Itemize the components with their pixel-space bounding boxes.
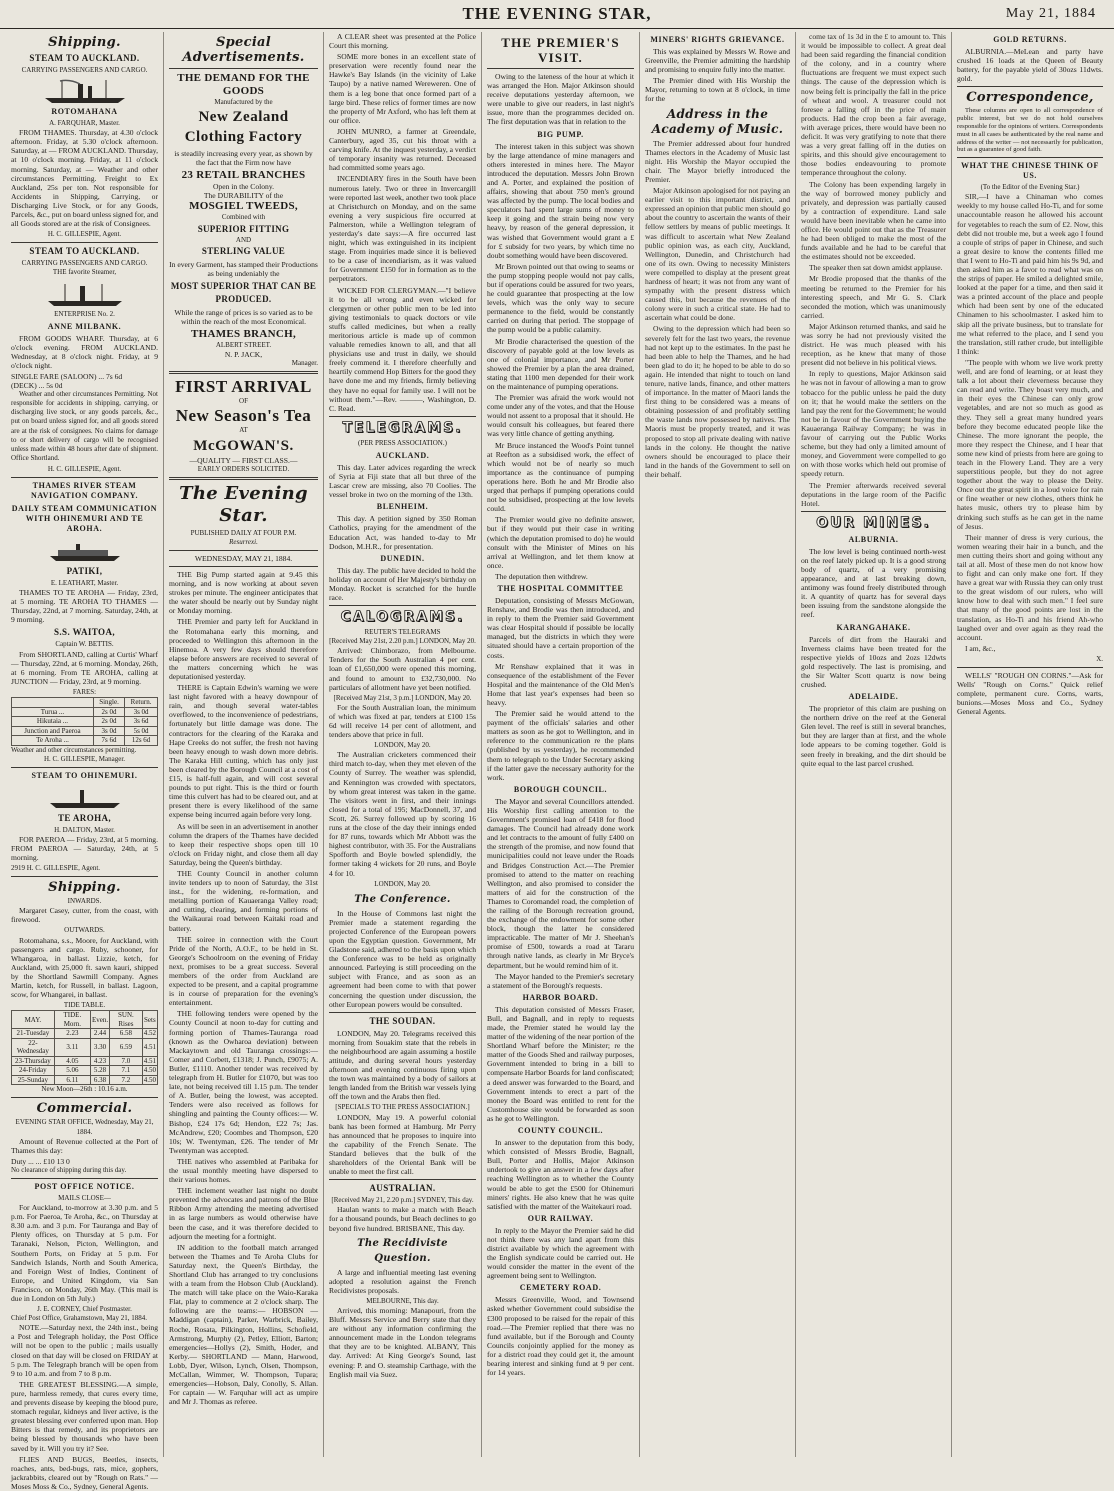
orders-line: EARLY ORDERS SOLICITED. [197, 464, 290, 473]
gold-returns-text: ALBURNIA.—MeLean and party have crushed 16 loads at the Queen of Beauty battery, for the payable yield of 30ozs 11dwts. gold. [957, 47, 1103, 84]
fares-agent: H. C. GILLESPIE, Manager. [43, 754, 126, 763]
manager-label: Manager. [291, 359, 318, 368]
col3-paragraphs [329, 32, 476, 413]
fare-row [12, 726, 158, 736]
column-6 [796, 32, 952, 1457]
letter-paragraph: SIR,—I have a Chinaman who comes weekly to my house called Ho-Ti, and for some unaccountable reason he allowed his account for vegetables to reach the sum of £2. Now, this debt did not trouble me, but a week ago I found a couple of strips of paper in Chinese, and such a great desire to know the contents filled me that I went to Ho-Ti and paid him his 9s 9d, and then asked him as a favor to read what was on the strips of paper. He smiled a delighted smile, looked at the paper for a time, and then said it was a printed account of the place and people which had been sent by one of the educated Chinamen to his schoolmaster. I asked him to skip all the private business, but to translate for me what referred to the place, and I send you the translation, still rather crude, but intelligible I think: [957, 192, 1103, 356]
letter-signature: X. [1096, 654, 1103, 663]
tide-row [12, 1066, 158, 1076]
auckland-dateline: AUCKLAND. [375, 450, 430, 460]
table-cell: 3s 0d [93, 726, 124, 736]
columns [6, 32, 1108, 1491]
conference-header: The Conference. [354, 893, 451, 905]
article-paragraph: Deputation, consisting of Messrs McGowan, Renshaw, and Brodie was then introduced, and in reply to them the Premier said Government was clear Hospital should if possible be locally managed, but the districts in which they were situated should have a certain proportion of the costs. [487, 595, 634, 660]
aroha-master: H. DALTON, Master. [54, 825, 115, 834]
article-paragraph: The Mayor handed to the Premier's secretary a statement of the Borough's requests. [487, 971, 634, 990]
auckland-line: STEAM TO AUCKLAND. [29, 53, 140, 63]
table-cell: Return. [125, 698, 158, 708]
inwards-text: Margaret Casey, cutter, from the coast, with firewood. [11, 906, 158, 925]
fare-row [12, 717, 158, 727]
manager-name: N. P. JACK, [224, 350, 263, 360]
local-news-paragraph: THE soiree in connection with the Court Pride of the North, A.O.F., to be held in St. George's Schoolroom on the evening of Friday next, promises to be a great success. Several members of the order from Auckland are expected to be present, and a capital programme is in course of preparation for the evening's entertainment. [169, 934, 318, 1008]
auckland-sub: CARRYING PASSENGERS AND CARGO. [21, 66, 148, 74]
table-cell: Single. [93, 698, 124, 708]
article-paragraph: The interest taken in this subject was shown by the large attendance of mine managers and others interested in mines here. The Mayor introduced the deputation. Messrs John Brown and A. Porter, and explained the position of affairs, showing that about 750 men's ground was affected by the pump. The local bodies and speculators had spent large sums of money to keep it going and the strain being now very heavy, by reason of the general depression, it was wished that Government would grant a £ for £ subsidy for two years, by which time no doubt something would have been discovered. [487, 141, 634, 260]
premiers-visit-header: THE PREMIER'S VISIT. [501, 35, 620, 65]
milbank-text: FROM GOODS WHARF. Thursday, at 6 o'clock evening. FROM AUCKLAND. Wednesday, at 8 o'clock night. Friday, at 9 o'clock night. [11, 333, 158, 370]
correspondence-header: Correspondence, [966, 90, 1094, 106]
railway-header: OUR RAILWAY. [527, 1213, 594, 1223]
received-4: LONDON, May 20. [374, 879, 431, 888]
daily-steam-header: DAILY STEAM COMMUNICATION WITH OHINEMURI AND TE AROHA. [11, 504, 158, 533]
table-cell: 6.58 [110, 1029, 143, 1039]
australian-received: [Received May 21, 2.20 p.m.] SYDNEY, This day. [331, 1196, 474, 1205]
table-cell: 4.52 [143, 1029, 156, 1038]
soudan-header: THE SOUDAN. [369, 1015, 436, 1026]
article-paragraph: Mr Bruce instanced the Wood's Point tunnel at Reefton as a subsidised work, the effect of which would not be of nearly so much importance as the continuance of pumping operations here. Both he and Mr Brodie also urged that perhaps if pumping operations could not be subsidised, prospecting at the low levels could. [487, 440, 634, 514]
australian-header: AUSTRALIAN. [369, 1183, 436, 1194]
auckland-text: This day. Later advices regarding the wreck of Syria at Fiji state that all but three of the Lascar crew are missing, also 70 Coolies. The vessel broke in two on the morning of the 13th. [329, 462, 476, 500]
table-cell [12, 698, 94, 708]
issue-date: May 21, 1884 [1005, 6, 1096, 21]
local-news-paragraph: THE Premier and party left for Auckland in the Rotomahana early this morning, and proceeded to Wellington this afternoon in the Hinemoa. A very few days should therefore elapse before answers are received to several of the matters concerning which he was deputationised yesterday. [169, 617, 318, 681]
column-4 [482, 32, 640, 1457]
rough-on-corns-ad: WELLS' "ROUGH ON CORNS."—Ask for Wells' "Rough on Corns." Quick relief complete, permanent cure. Corns, warts, bunions.—Moses Moss and Co., Sydney General Agents. [957, 671, 1103, 717]
table-cell: Turua ... [12, 707, 94, 717]
article-paragraph: In answer to the deputation from this body, which consisted of Messrs Brodie, Bagnall, Bull, Porter and Hollis, Major Atkinson undertook to give an answer in a few days after reaching Wellington as to whether the County would be able to get the £500 for Ohinemuri miners' rights. He also knew that he was quite satisfied with the matter of the Waitekauri road. [487, 1138, 634, 1211]
patiki-name: PATIKI, [66, 566, 103, 576]
deck-fare: (DECK) ... 5s 0d [11, 381, 63, 391]
patiki-text: THAMES TO TE AROHA — Friday, 23rd, at 5 morning. TE AROHA TO THAMES — Thursday, 22nd, at 7 morning. Saturday, 24th, at 9 morning. [11, 588, 158, 625]
aroha-text: FOR PAEROA — Friday, 23rd, at 5 morning. FROM PAEROA — Saturday, 24th, at 5 morning. [11, 834, 158, 862]
steamship-icon [40, 78, 130, 104]
fares-table [11, 697, 158, 746]
article-paragraph: The deputation then withdrew. [495, 571, 588, 581]
blenheim-dateline: BLENHEIM. [376, 502, 429, 512]
moon-phase: New Moon—26th : 10.16 a.m. [41, 1085, 128, 1094]
received-3-text: The Australian cricketers commenced their third match to-day, when they met eleven of the County of Surrey. The weather was splendid, and Kennington was crowded with spectators, by whom great interest was taken in the game. The visitors went in first, and their innings closed for a total of 195; MacDonnell, 37, and Scott, 26. Surrey followed up by scoring 16 runs at the close of the day their innings ended for 87 runs, towards which Mr Abbott was the highest contributor, with 35. For the Australians Spofforth and Boyle bowled splendidly, the former taking 4 wickets for 20 runs, and Boyle 4 for 10. [329, 750, 476, 878]
post-office-header: POST OFFICE NOTICE. [34, 1181, 135, 1191]
table-cell: 3s 6d [125, 717, 158, 727]
post-office-line: Chief Post Office, Grahamstown, May 21, 1884. [11, 1314, 147, 1323]
adelaide-header: ADELAIDE. [848, 692, 899, 702]
news-paragraph: WICKED FOR CLERGYMAN.—"I believe it to be all wrong and even wicked for clergymen or other public men to be led into giving testimonials to quack doctors or vile stuffs called medicines, but when a really meritorious article is made up of common valuable remedies known to all, and that all physicians use and trust in daily, we should freely commend it. I therefore cheerfully and heartily commend Hop Bitters for the good they have done me and my friends, firmly believing they have no equal for family use. I will not be without them."—Rev. ———, Washington, D. C. Read. [329, 285, 476, 413]
shipping-header: Shipping. [48, 35, 121, 50]
news-paragraph: SOME more bones in an excellent state of preservation were recently found near the Hawke's Bay Islands (in the vicinity of Lake Taupo) by a native named Wereweren. One of them is a leg bone that once formed part of a large bird. These relics of former times are now the property of Mr Axford, who has left them at our office. [329, 52, 476, 125]
miners-paragraphs [645, 47, 790, 104]
outwards-label: OUTWARDS. [64, 926, 105, 935]
outwards-text: Rotomahana, s.s., Moore, for Auckland, with passengers and cargo. Ruby, schooner, for Whangaroa, in ballast. Lizzie, ketch, for Auckland, with 25,000 ft. sawn kauri, shipped by the Shortland Sawmill Company. Agnes Martin, ketch, for Russell, in ballast. Lagoon, scow, for Whangarei, in ballast. [11, 935, 158, 1000]
speech-paragraph: Major Atkinson returned thanks, and said he was sorry he had not previously visited the district. He was much pleased with his reception, as he knew that many of those present did not believe in his political views. [801, 321, 946, 368]
melbourne-text: Arrived, this morning: Manapouri, from the Bluff. Messrs Service and Berry state that they are without any information confirming the announcement made in the London telegrams that they are to be knighted. ALBANY, This day. Arrived: At King George's Sound, last evening: P. and O. steamship Carthage, with the English mail via Suez. [329, 1305, 476, 1379]
letter-paragraph: I am, &c., [965, 643, 996, 653]
new-seasons-tea: New Season's Tea [175, 406, 312, 426]
received-3: LONDON, May 20. [374, 741, 431, 750]
inwards-label: INWARDS. [67, 897, 102, 906]
county-paragraphs [487, 1138, 634, 1211]
milbank-notes: Weather and other circumstances Permitting. Not responsible for accidents in shipping, carrying, or discharging live stock, or any goods parcels, &c., put on board unless signed for, and all goods stored are at the risk of consignees. No claims for damage to or short delivery of cargo will be recognised unless made within 48 hours after date of shipment. Office Shortland. [11, 390, 158, 462]
harbour-paragraphs [487, 1005, 634, 1123]
telegrams-header: TELEGRAMS. [342, 419, 463, 436]
table-header-cell: Even. [90, 1011, 109, 1029]
patiki-master: E. LEATHART, Master. [50, 579, 119, 587]
riverboat-icon [40, 537, 130, 563]
specials-text: LONDON, May 19. A powerful colonial bank has been formed at Hamburg. Mr Perry has announced that he proposes to inquire into the capability of the French Senate. The Standard believes that the bulk of the shareholders of the Oriental Bank will be unable to meet the first call. [329, 1112, 476, 1177]
table-cell: Hikutaia ... [12, 717, 94, 727]
favourite-steamer: THE favorite Steamer, [52, 268, 117, 277]
hospital-header: THE HOSPITAL COMMITTEE [497, 583, 624, 593]
table-cell: 6.11 [54, 1075, 90, 1085]
hop-bitters-ad: THE GREATEST BLESSING.—A simple, pure, harmless remedy, that cures every time, and prevents disease by keeping the blood pure, stomach regular, kidneys and liver active, is the greatest blessing ever conferred upon man. Hop Bitters is that remedy, and its proprietors are being blessed by thousands who have been saved by it. Will you try it? See. [11, 1379, 158, 1453]
first-arrival: FIRST ARRIVAL [175, 377, 312, 397]
milbank-agent: H. C. GILLESPIE, Agent. [47, 464, 122, 473]
local-news-paragraph: IN addition to the football match arranged between the Thames and Te Aroha Clubs for Saturday next, the Queen's Birthday, the Shortland Club has arranged to try conclusions with a team from the Hobson Club (Auckland). The match will take place on the Waio-Karaka Flat, play to commence at 2 o'clock sharp. The following are the teams:— HOBSON — Maddigan (captain), Parker, Warbrick, Bailey, Roche, Rosata, Pilkington, Hollins, Schofield, Armstrong, Murphy (2), Petley, Elliott, Barton; emergencies—Hollys (2), Smith, Hoder, and Kerby.— SHORTLAND — Mann, Harwood, Lobb, Dyer, Wilson, Lynch, Olsen, Thompson, McCallan, Wimmer, W. Thompson, Tupara; emergencies—Hobson, Daly, Conolly, S. Allan. For captain — W. Farquhar will act as umpire and Mr J. Thomas as referee. [169, 1242, 318, 1407]
fare-row [12, 736, 158, 746]
waitoa-text: From SHORTLAND, calling at Curtis' Wharf — Thursday, 22nd, at 6 morning. Monday, 26th, at 6 morning. From TE AROHA, calling at JUNCTION — Friday, 23rd, at 9 morning. [11, 649, 158, 686]
hospital-paragraphs [487, 596, 634, 782]
big-pump-header: BIG PUMP. [537, 129, 584, 139]
mcgowans: McGOWAN'S. [193, 437, 294, 454]
column-5 [640, 32, 796, 1457]
cemetery-header: CEMETERY ROAD. [519, 1283, 602, 1293]
table-header-cell: MAY. [12, 1011, 55, 1029]
duty-line: Duty ... ... £10 13 0 [11, 1156, 70, 1166]
commercial-header: Commercial. [36, 1101, 133, 1117]
demand-heading: THE DEMAND FOR THE GOODS [177, 72, 310, 97]
news-paragraph: INCENDIARY fires in the South have been numerous lately. Two or three in Invercargill were reported last week, another two took place at Christchurch on Monday, and on the same evening a very suspicious fire occurred at Palmerston, while a Wellington telegram of yesterday's date says:—A fire occurred last night, which was extinguished in its incipient stage. From inquiries made since it is believed to be a case of incendiarism, as it was valued for Government £150 for in formation as to the perpetrators. [329, 174, 476, 284]
table-cell: 5s 0d [125, 726, 158, 736]
recidiviste-header: The Recidiviste Question. [357, 1237, 448, 1264]
table-cell: 12s 6d [125, 736, 158, 746]
table-header-cell: Sets [142, 1011, 157, 1029]
table-cell: 2s 0d [93, 717, 124, 727]
speech-paragraph: Major Atkinson apologised for not paying an earlier visit to this important district, and expressed an opinion that public men should go about the country to ascertain the wants of their fellow settlers by means of public meetings. It was difficult to ascertain what New Zealand public opinion was, as each city, Auckland, Wellington, Dunedin, and Christchurch had one of its own. Owing to necessity Ministers were compelled to display at the present great hardness of heart; it was not from any want of sympathy with the present distress which caused this, but because the revenues of the colony were in such a critical state. He had to ascertain what could be done. [645, 186, 790, 323]
combined-line: Combined with [221, 213, 266, 222]
ohinemuri-header: STEAM TO OHINEMURI. [31, 770, 138, 780]
speech-paragraph: The speaker then sat down amidst applause. [809, 263, 943, 273]
table-cell: 7.0 [110, 1056, 143, 1066]
special-ads-header: Special Advertisements. [182, 35, 305, 65]
karangahake-text: Parcels of dirt from the Hauraki and Inverness claims have been treated for the respective yields of 10ozs and 2ozs 12dwts gold respectively. The last is promising, and the Sir Walter Scott quartz is now being crushed. [801, 634, 946, 689]
australian-text: Haulan wants to make a match with Beach for a thousand pounds, but Beach declines to go beyond five hundred. BRISBANE, This day. [329, 1205, 476, 1233]
received-2: [Received May 21st, 3 p.m.] LONDON, May 20. [333, 693, 472, 702]
harbour-header: HARBOR BOARD. [522, 992, 599, 1002]
speech-paragraph: In reply to questions, Major Atkinson said he was not in favour of allowing a man to grow tobacco for the public unless he paid the duty on it; that he would make the settlers on the land pay the rent for the Government; he would not be in favour of the Government buying the Kauaeranga Railway Company; he was in favour of carrying out the Public Works scheme, but they had only a limited amount of money, and Government were compelled to go on with those works which held out promise of speedy return. [801, 369, 946, 479]
open-colony: Open in the Colony. [212, 182, 275, 192]
most-superior: MOST SUPERIOR THAT CAN BE PRODUCED. [170, 280, 317, 304]
speech-paragraph: The Premier afterwards received several deputations in the large room of the Pacific Hotel. [801, 480, 946, 508]
durability-line: The DURABILITY of the [203, 191, 284, 201]
local-news-paragraph: THE Big Pump started again at 9.45 this morning, and is now working at about seven strokes per minute. The engineer anticipates that the water should be nearly out by Sunday night or Monday morning. [169, 569, 318, 616]
single-fare: SINGLE FARE (SALOON) ... 7s 6d [11, 371, 123, 381]
table-cell: 4.23 [90, 1056, 109, 1066]
table-cell: 5.06 [54, 1066, 90, 1076]
river-company-header: THAMES RIVER STEAM NAVIGATION COMPANY. [30, 481, 139, 500]
retail-branches: 23 RETAIL BRANCHES [181, 169, 306, 182]
table-cell: 4.05 [54, 1056, 90, 1066]
speech-paragraph: Owing to the depression which had been so severely felt for the last two years, the revenue had not kept up to the estimates. In the past he had been able to help the Thames, and he had been glad to do it; he hoped to be able to do so again. He intended that night to touch on land tenure, native lands, finance, and other matters of importance. In the matter of Maori lands the first thing to be considered was a means of obtaining possession of and profitably settling the waste lands now possessed by natives. The Maoris must be properly treated, and it was proposed to stop all private dealing with native lands in the colony. He thought the native owners should be encouraged to place their land in the hands of the Government to sell on their behalf. [645, 324, 790, 479]
borough-header: BOROUGH COUNCIL. [513, 784, 608, 794]
table-cell: 23-Thursday [12, 1056, 55, 1066]
table-cell: 4.51 [143, 1056, 156, 1065]
masthead [0, 0, 1114, 29]
borough-paragraphs [487, 797, 634, 990]
news-paragraph: A CLEAR sheet was presented at the Police Court this morning. [329, 32, 476, 51]
article-paragraph: Mr Brown pointed out that owing to seams or the pump stopping people would not pay calls, but if operations could be assured for two years, he could guarantee that prospecting at the low levels, which was the only way to secure permanence to the field, would be constantly carried on during that period. The stoppage of the pump would be a public calamity. [487, 261, 634, 335]
col2-paragraphs [169, 570, 318, 1406]
table-cell: 3.30 [90, 1038, 109, 1056]
table-cell: 7.1 [110, 1066, 143, 1076]
motto: Resurrexi. [229, 537, 258, 546]
steam-heading-2: STEAM TO AUCKLAND. [29, 246, 140, 257]
speech-paragraph: come tax of 1s 3d in the £ to amount to. This it would be impossible to collect. A great deal had been said regarding the financial condition of the colony, and in a country where fluctuations are frequent we must expect such things. The cause of the depression which is now being felt is principally the fall in the price of wheat and wool. A treasurer could not foresee a falling off in the price of main products. Had the crop been a fair average, with average prices, there would have been no deficit. It was very gratifying to note that there was a very great falling off in the duties on spirits, and this should give encouragement to those bodies endeavouring to promote temperance throughout the colony. [801, 32, 946, 178]
miners-header: MINERS' RIGHTS GRIEVANCE. [650, 35, 785, 44]
prices-line: While the range of prices is so varied as to be within the reach of the most Economical. [174, 307, 313, 326]
letter-paragraphs [957, 192, 1103, 653]
waitoa-master: Captain W. BETTIS. [55, 640, 114, 649]
tide-header: TIDE TABLE. [63, 1001, 106, 1010]
steam2-sub: CARRYING PASSENGERS AND CARGO. [21, 259, 148, 268]
local-news-paragraph: THE County Council in another column invite tenders up to noon of Saturday, the 31st inst., for the widening, re-formation, and metalling portion of Kauaeranga Valley road; and cutting, clearing, and forming portions of the Waikaurai road between Kaitaki road and battery. [169, 868, 318, 933]
adelaide-text: The proprietor of this claim are pushing on the northern drive on the reef at the General Glen level. The reef is still in several branches, but they are larger than at first, and the whole lode appears to be coming together. Gold is seen freely in breaking, and the dirt should be quite equal to the last parcel crushed. [801, 704, 946, 768]
rotomahana-name: ROTOMAHANA [51, 107, 118, 117]
news-paragraph: JOHN MUNRO, a farmer at Greendale, Canterbury, aged 35, cut his throat with a carving knife. At the inquest yesterday, a verdict of temporary insanity was returned. Deceased had committed some years ago. [329, 126, 476, 173]
article-paragraph: The Premier was afraid the work would not come under any of the votes, and that the House would not assent to a proposal that it should. He would consult his colleagues, but feared there was very little chance of getting anything. [487, 393, 634, 439]
table-cell: 21-Tuesday [12, 1029, 55, 1039]
local-news-paragraph: THE inclement weather last night no doubt prevented the advocates and patrons of the Blue Ribbon Army attending the meeting advertised in as large numbers as would otherwise have been the case, and it was therefore decided to adjourn the meeting for a fortnight. [169, 1186, 318, 1241]
conference-text: In the House of Commons last night the Premier made a statement regarding the projected Conference of the European powers upon the Egyptian question. Government, Mr Gladstone said, adhered to the basis upon which the Conference was to be held as originally announced. Parleying is still proceeding on the subject with France, and as soon as an agreement had been come to with that power concerning the question under discussion, the other European powers would be consulted. [329, 908, 476, 1009]
post-signature: J. E. CORNEY, Chief Postmaster. [37, 1305, 132, 1314]
column-3 [324, 32, 482, 1457]
sterling-value: STERLING VALUE [201, 245, 286, 256]
clearance-note: No clearance of shipping during this day. [11, 1165, 127, 1174]
table-cell: 6.38 [90, 1075, 109, 1085]
newspaper-title: THE EVENING STAR, [462, 4, 652, 23]
letter-paragraph: "The people with whom we live work pretty well, and are fond of learning, or at least they talk a lot about their cleverness because they can read and write. They boast very much, and in their eyes the Chinese can only grow vegetables, and are not so much as good as they. They sell a great many hundred years before they become educated people like the Chinese. The more ignorant the people, the more they respect the Chinese, and I hear that some new kind of priests from here are going to teach in the Flowery Land. They are a very superstitious people, but they do not agree together about the way to please the Deity. Once out the great spirit in a loud voice for rain or fine weather or new clothes, others think he hates music, others try to please him by drinking such stuffs as he can get in the name of Jesus. [957, 357, 1103, 531]
dunedin-text: This day. The public have decided to hold the holiday on account of Her Majesty's birthday on Monday. Rocket is scratched for the hurdle race. [329, 565, 476, 602]
article-paragraph: This was explained by Messrs W. Rowe and Greenville, the Premier admitting the hardship and promising to enquire fully into the matter. [645, 47, 790, 75]
to-editor: (To the Editor of the Evening Star.) [980, 183, 1080, 192]
nz-clothing-text: is steadily increasing every year, as shown by the fact that the Firm now have [174, 149, 313, 168]
nz-clothing-factory: New Zealand Clothing Factory [184, 109, 303, 146]
table-cell: 3.11 [54, 1038, 90, 1056]
table-cell: 2.44 [90, 1029, 109, 1039]
superior-fitting: SUPERIOR FITTING [197, 223, 290, 234]
mails-close: MAILS CLOSE— [58, 1193, 111, 1202]
reuters-line: REUTER'S TELEGRAMS [364, 628, 441, 637]
alburnia-text: The low level is being continued north-west on the reef lately picked up. It is a good strong body of quartz, of a very promising appearance, and at last breaking down, antimony was found freely distributed through it. A quantity of quartz has for several days been issuing from the sandstone alongside the reef. [801, 546, 946, 620]
mosgiel-tweeds: MOSGIEL TWEEDS, [189, 200, 298, 213]
of-line: OF [239, 397, 248, 406]
letter-paragraph: Their manner of dress is very curious, the women wearing their hair in a bunch, and the men cutting theirs short and going without any tail at all. Most of these men do not know how to fight and can only make one fort. If they have a great war with Russia they can only trust to the great wisdom of our rulers, who will know how to deal with such men." I feel sure that many of the good points are lost in the translation, as Ho-Ti and his friend Ah-who laughed over and over again as they read the account. [957, 532, 1103, 642]
cemetery-paragraphs [487, 1295, 634, 1377]
soudan-text: LONDON, May 20. Telegrams received this morning from Souakim state that the rebels in the neighbourhood are again assuming a hostile attitude, and during several hours yesterday afternoon and evening continuous firing upon the town was maintained by a body of sailors at length landed from the British war vessels lying off the town and the Arabs then fled. [329, 1028, 476, 1102]
local-news-paragraph: THE following tenders were opened by the County Council at noon to-day for cutting and forming portion of Thames-Tauranga road (known as the Owharoa deviation) between Mackaytown and old Tauranga crossings:—Comer and Corbett, £1318; J. Punch, £9075; A. Butler, £1110. Another tender was received by telegraph from H. Butler for £1070, but was too late, not being received till 1.15 p.m. The tender of A. Butler, being the lowest, was accepted. Tenders were also received as follows for shingling and painting the County offices:— W. Bishop, £24 17s 6d; Hendon, £22 7s; Jas. McAndrew, £20; Coombes and Thompson, £20 10s; W. Twentyman, £26. The tender of Mr Twentyman was accepted. [169, 1009, 318, 1155]
riverboat-icon [40, 784, 130, 810]
fare-row [12, 698, 158, 708]
address-paragraphs [645, 139, 790, 479]
blenheim-text: This day. A petition signed by 350 Roman Catholics, praying for the amendment of the Education Act, was handed to-day to Mr Dodson, M.H.R., for presentation. [329, 514, 476, 551]
milbank-name: ANNE MILBANK. [47, 321, 122, 331]
article-paragraph: Mr Brodie characterised the question of the discovery of payable gold at the low levels as one of colonial importance, and Mr Porter showed the Premier by a plan the area drained, stating that 1100 men depended for their work on the maintenance of pumping operations. [487, 336, 634, 391]
table-cell: 3s 0d [125, 707, 158, 717]
table-cell: 2s 0d [93, 707, 124, 717]
every-garment: In every Garment, has stamped their Productions as being undeniably the [169, 259, 318, 278]
received-2-text: For the South Australian loan, the minimum of which was fixed at par, tenders at £100 15s 6d will receive 14 per cent of allotment, and tenders above that price in full. [329, 702, 476, 740]
col6-paragraphs [801, 32, 946, 508]
article-paragraph: Messrs Greenville, Wood, and Townsend asked whether Government could subsidise the £300 proposed to be raised for the repair of this road.—The Premier replied that there was no fund available, but if the Borough and County Councils conjointly applied for the money as for a district road they could get it, the amount bearing interest and sinking fund at 9 per cent. for 14 years. [487, 1295, 634, 1378]
albert-street: ALBERT STREET. [215, 341, 272, 350]
post-note: NOTE.—Saturday next, the 24th inst., being a Post and Telegraph holiday, the Post Office will not be open to the public ; mails usually closed on that day will be closed on FRIDAY at 5 p.m. The Telegraph branch will be open from 9 to 10 a.m. and from 7 to 8 p.m. [11, 1323, 158, 1378]
article-paragraph: The Mayor and several Councillors attended. His Worship first calling attention to the Government's promised loan of £418 for flood damages. The Council had already done work and let contracts to the amount of fully £400 on the strength of the promise, and now found that municipalities could not leave under the Roads and Bridges Construction Act.—The Premier promised to attend to the matter on reaching Wellington, and also promised to consider the matters of aid for the construction of the Thames to Coromandel road, the completion of the railing of the Borough recreation ground, the exchange of the endowment for some other block, though the latter he considered impracticable. The matter of Mr J. Sheehan's promise of £500, towards a road at Tararu through native lands, as clearly in Mr Bryce's department, but he would remind him of it. [487, 796, 634, 970]
speech-paragraph: The Colony has been expending largely in the way of borrowed money publicly and privately, and depression was partially caused by a contraction of expenditure. Land sale would have been inevitable when he came into office. He would point out that as the Treasurer he had been obliged to make the most of the funds available and he had to be careful that the estimates should not be exceeded. [801, 179, 946, 262]
local-news-paragraph: THE natives who assembled at Paribaka for the usual monthly meeting have dispersed to their various homes. [169, 1156, 318, 1185]
column-1 [6, 32, 164, 1491]
article-paragraph: This deputation consisted of Messrs Fraser, Bull, and Bagnall, and in reply to requests made, the Premier stated he would lay the matter of the widening of the near portion of the Shortland Wharf before the Minister; re the matter of the Goods Shed and railway purposes, Government intended to bring in a bill to compensate Harbor Boards for land confiscated; a deed answer was forwarded to the Board, and Government intends to erect a part of the money the Board was entitled to rent for the Customhouse site would be forwarded as soon as he got to Wellington. [487, 1004, 634, 1123]
tide-row [12, 1075, 158, 1085]
specials-line: [SPECIALS TO THE PRESS ASSOCIATION.] [335, 1103, 470, 1112]
tide-row [12, 1038, 158, 1056]
manufactured-line: Manufactured by the [214, 98, 273, 106]
table-cell: 4.50 [143, 1075, 156, 1084]
fare-row [12, 707, 158, 717]
office-line: EVENING STAR OFFICE, Wednesday, May 21, 1884. [15, 1118, 154, 1136]
evening-star-title: The Evening Star. [179, 482, 308, 526]
post-text: For Auckland, to-morrow at 3.30 p.m. and 5 p.m. For Paeroa, Te Aroha, &c., on Thursday at 8.30 a.m. and 3 p.m. For Tauranga and Bay of Plenty offices, on Thursday at 5 p.m. For Taranaki, Nelson, Picton, Wellington, and Southern Ports, on Friday at 5 p.m. For Sandwich Islands, North and South America, and Foreign West of Indies, Continent of Europe, and United Kingdom, via San Francisco, on Monday, 26th May. (This mail is due in London on 5th July.) [11, 1203, 158, 1303]
table-cell: 2.23 [54, 1029, 90, 1039]
received-1-text: Arrived: Chimborazo, from Melbourne. Tenders for the South Australian 4 per cent. loan of £1,650,000 were opened this morning, and found to amount to £32,730,000. No particulars of allotment have yet been notified. [329, 646, 476, 692]
railway-paragraphs [487, 1226, 634, 1281]
our-mines-header: OUR MINES. [816, 514, 931, 531]
enterprise-name: ENTERPRISE No. 2. [54, 309, 115, 318]
table-cell: 6.59 [110, 1038, 143, 1056]
address-header: Address in the Academy of Music. [651, 106, 784, 136]
rough-on-rats-ad: FLIES AND BUGS, Beetles, insects, roaches, ants, bed-bugs, rats, mice, gophers, jackrabbits, cleared out by "Rough on Rats." — Moses Moss & Co., Sydney, General Agents. [11, 1454, 158, 1491]
article-paragraph: Owing to the lateness of the hour at which it was arranged the Hon. Major Atkinson should receive deputations yesterday afternoon, we were unable to give our readers, in last night's issue, more than the programmes decided on. The first deputation was that in relation to the [487, 72, 634, 127]
table-cell: 22-Wednesday [12, 1038, 55, 1056]
table-cell: 4.50 [143, 1066, 156, 1075]
local-news-paragraph: As will be seen in an advertisement in another column the drapers of the Thames have decided to keep their respective shops open till 10 o'clock on Friday night, and close them all day Saturday, being the Queen's birthday. [169, 821, 318, 867]
county-header: COUNTY COUNCIL. [517, 1126, 604, 1136]
chinese-letter-header: WHAT THE CHINESE THINK OF US. [961, 161, 1099, 181]
waitoa-name: S.S. WAITOA, [54, 627, 115, 638]
table-cell: 7s 6d [93, 736, 124, 746]
article-paragraph: In reply to the Mayor the Premier said he did not think there was any land apart from this district available by which the agreement with the English syndicate could be carried out. He would consider the matter in the event of the agreement being sent to Wellington. [487, 1225, 634, 1281]
shipping-news-header: Shipping. [48, 880, 121, 896]
calograms-header: CALOGRAMS. [340, 609, 465, 626]
and-line: AND [235, 235, 252, 244]
melbourne-dateline: MELBOURNE, This day. [366, 1296, 439, 1305]
at-line: AT [239, 426, 248, 435]
table-cell: 24-Friday [12, 1066, 55, 1076]
tide-table [11, 1010, 158, 1085]
rotomahana-master: A. FARQUHAR, Master. [49, 119, 120, 128]
recidiviste-text: A large and influential meeting last evening adopted a resolution against the French Recidivistes proposals. [329, 1267, 476, 1295]
dunedin-dateline: DUNEDIN. [380, 553, 425, 563]
table-cell: Junction and Paeroa [12, 726, 94, 736]
tide-row [12, 1056, 158, 1066]
karangahake-header: KARANGAHAKE. [836, 622, 911, 632]
aroha-agent: 2919 H. C. GILLESPIE, Agent. [11, 864, 101, 873]
correspondence-note: These columns are open to all correspondence of public interest, but we do not hold ourselves responsible for the opinions of writers. Correspondents must in all cases be authenticated by the real name and address of the writer — not necessarily for publication, but as a guarantee of good faith. [957, 107, 1103, 154]
published-line: PUBLISHED DAILY AT FOUR P.M. [190, 528, 297, 537]
speech-paragraph: The Premier addressed about four hundred Thames electors in the Academy of Music last night. His Worship the Mayor occupied the chair. The Mayor briefly introduced the Premier. [645, 138, 790, 184]
table-cell: Te Aroha ... [12, 736, 94, 746]
fares-note: Weather and other circumstances permitting. [11, 745, 137, 754]
column-2 [164, 32, 324, 1457]
received-1: [Received May 21st, 2.20 p.m.] LONDON, May 20. [329, 637, 476, 646]
tide-row [12, 1029, 158, 1039]
table-cell: 4.51 [142, 1038, 157, 1056]
pump-paragraphs [487, 142, 634, 581]
table-cell: 7.2 [110, 1075, 143, 1085]
visit-paragraphs [487, 72, 634, 127]
steamship-icon [40, 281, 130, 307]
local-news-paragraph: THERE is Captain Edwin's warning we were last night favored with a heavy downpour of rain, and though several water-tables overflowed, to the inconvenience of pedestrians, fortunately but little damage was done. The contractors for the clearing of the Karaka and Hape Creeks do not suffer, the fresh not having been heavy enough to wash down more debris. The Karaka Hill cutting, which has only just been cleared by the Borough Council at a cost of £15, is half-full again, and will cost several pounds to put right. This is the third or fourth time this culvert has had to be cleared out, and at present there is every likelihood of the same expense being incurred again before very long. [169, 683, 318, 820]
article-paragraph: The Premier dined with His Worship the Mayor, returning to town at 8 o'clock, in time for the [645, 76, 790, 104]
column-7 [952, 32, 1108, 1457]
revenue-text: Amount of Revenue collected at the Port of Thames this day: [11, 1136, 158, 1155]
article-paragraph: The Premier said he would attend to the payment of the officials' salaries and other matters as soon as he got to Wellington, and in reference to the communication re the plans (published by us yesterday), he recommended them to telegraph to the Under Secretary asking if the latter gave the necessary authority for the work. [487, 709, 634, 782]
rotomahana-text: FROM THAMES. Thursday, at 4.30 o'clock afternoon. Friday, at 5.30 o'clock afternoon. Saturday, at — FROM AUCKLAND. Thursday, at 10 o'clock morning. Friday, at 11 o'clock morning. Saturday, at — Weather and other circumstances Permitting. Freight to Ex Auckland, 25s per ton. Not responsible for Accidents in Shipping, Carrying, or Discharging Live Stock, or for any Goods, Parcels, &c., put on board unless signed for, and all Goods stored are at the risk of Consignees. [11, 128, 158, 229]
article-paragraph: Mr Renshaw explained that it was in consequence of the establishment of the Fever Hospital and the maintenance of the Old Men's Home that last year's expenses had been so heavy. [487, 661, 634, 707]
quality-line: —QUALITY — FIRST CLASS.— [189, 455, 298, 465]
aroha-boat-name: TE AROHA, [57, 812, 112, 823]
press-association: (PER PRESS ASSOCIATION.) [358, 438, 447, 447]
thames-branch: THAMES BRANCH, [190, 328, 297, 341]
table-header-cell: SUN. Rises [110, 1011, 143, 1029]
table-header-cell: TIDE. Morn. [54, 1011, 90, 1029]
article-paragraph: The Premier would give no definite answer, but if they would put their case in writing (which the deputation promised to do) he would consult with the Minister of Mines on his arrival at Wellington, and let them know at once. [487, 515, 634, 570]
table-cell: 5.28 [90, 1066, 109, 1076]
fares-header: FARES: [72, 687, 97, 696]
gold-returns-header: GOLD RETURNS. [993, 35, 1067, 44]
issue-date-line: WEDNESDAY, MAY 21, 1884. [194, 553, 293, 563]
table-cell: 25-Sunday [12, 1075, 55, 1085]
rotomahana-agent: H. C. GILLESPIE, Agent. [47, 230, 122, 239]
speech-paragraph: Mr Brodie proposed that the thanks of the meeting be returned to the Premier for his interesting speech, and Mr G. S. Clark seconded the motion, which was unanimously carried. [801, 274, 946, 320]
alburnia-header: ALBURNIA. [848, 534, 899, 544]
